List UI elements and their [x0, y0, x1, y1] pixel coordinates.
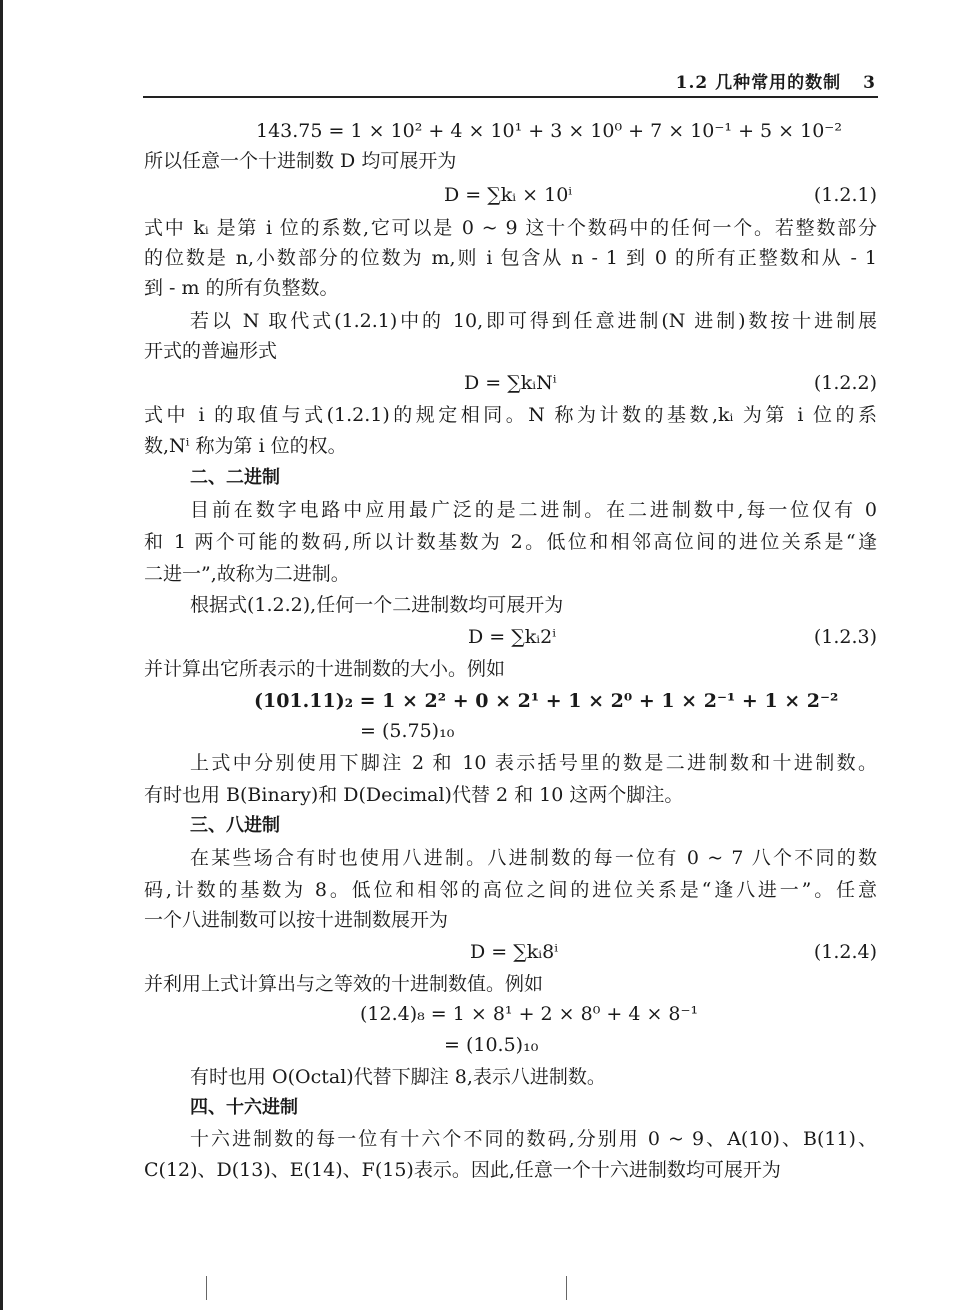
equation-1-2-2: [144, 368, 877, 398]
equation-binary-result: [144, 716, 877, 746]
scan-mark: [566, 1276, 567, 1300]
section-heading-binary: 二、二进制: [190, 467, 280, 488]
equation-number: (1.2.4): [813, 941, 877, 963]
paragraph-line: 码,计数的基数为 8。低位和相邻的高位之间的进位关系是“逢八进一”。任意: [144, 879, 877, 901]
equation-body: 143.75 = 1 × 10² + 4 × 10¹ + 3 × 10⁰ + 7 × 10⁻¹ + 5 × 10⁻²: [256, 120, 842, 142]
equation-formula: D = ∑kᵢNⁱ: [464, 372, 557, 394]
equation-formula: D = ∑kᵢ × 10ⁱ: [444, 184, 573, 206]
paragraph-line: 目前在数字电路中应用最广泛的是二进制。在二进制数中,每一位仅有 0: [190, 499, 877, 521]
paragraph-line: 并利用上式计算出与之等效的十进制数值。例如: [144, 973, 544, 995]
equation-body: (12.4)₈ = 1 × 8¹ + 2 × 8⁰ + 4 × 8⁻¹: [360, 1003, 699, 1025]
paragraph-line: 有时也用 O(Octal)代替下脚注 8,表示八进制数。: [190, 1066, 606, 1088]
scan-mark: [206, 1276, 207, 1300]
equation-1-2-4: [144, 937, 877, 967]
equation-formula: D = ∑kᵢ2ⁱ: [468, 626, 557, 648]
paragraph-line: 有时也用 B(Binary)和 D(Decimal)代替 2 和 10 这两个脚注。: [144, 784, 684, 806]
paragraph-line: C(12)、D(13)、E(14)、F(15)表示。因此,任意一个十六进制数均可展开为: [144, 1159, 781, 1181]
equation-number: (1.2.2): [813, 372, 877, 394]
equation-number: (1.2.1): [813, 184, 877, 206]
equation-body: = (10.5)₁₀: [444, 1034, 539, 1056]
page-number: 3: [863, 73, 876, 93]
paragraph-line: 式中 i 的取值与式(1.2.1)的规定相同。N 称为计数的基数,kᵢ 为第 i 位的系: [144, 404, 877, 426]
paragraph-line: 在某些场合有时也使用八进制。八进制数的每一位有 0 ~ 7 八个不同的数: [190, 847, 877, 869]
equation-octal-example: [144, 999, 877, 1029]
paragraph-line: 上式中分别使用下脚注 2 和 10 表示括号里的数是二进制数和十进制数。: [190, 752, 877, 774]
header-rule: [143, 96, 878, 98]
paragraph-line: 一个八进制数可以按十进制数展开为: [144, 909, 449, 931]
paragraph-line: 若以 N 取代式(1.2.1)中的 10,即可得到任意进制(N 进制)数按十进制展: [190, 310, 877, 332]
paragraph-line: 式中 kᵢ 是第 i 位的系数,它可以是 0 ~ 9 这十个数码中的任何一个。若整数部分: [144, 217, 877, 239]
equation-body: = (5.75)₁₀: [360, 720, 455, 742]
paragraph-line: 开式的普遍形式: [144, 340, 278, 362]
paragraph-line: 到 - m 的所有负整数。: [144, 277, 339, 299]
paragraph-line: 和 1 两个可能的数码,所以计数基数为 2。低位和相邻高位间的进位关系是“逢: [144, 531, 877, 553]
equation-decimal-example: [144, 116, 877, 146]
paragraph-line: 十六进制数的每一位有十六个不同的数码,分别用 0 ~ 9、A(10)、B(11)、: [190, 1128, 877, 1150]
equation-1-2-1: [144, 180, 877, 210]
section-heading-octal: 三、八进制: [190, 815, 280, 836]
equation-binary-example: [144, 686, 877, 716]
section-heading-hexadecimal: 四、十六进制: [190, 1097, 298, 1118]
page-edge-line: [0, 0, 3, 1310]
paragraph-line: 的位数是 n,小数部分的位数为 m,则 i 包含从 n - 1 到 0 的所有正整数和从 - 1: [144, 247, 877, 269]
header-section-title: 1.2 几种常用的数制: [675, 73, 842, 93]
running-header: [146, 68, 876, 93]
equation-1-2-3: [144, 622, 877, 652]
paragraph-line: 数,Nⁱ 称为第 i 位的权。: [144, 435, 347, 457]
paragraph-line: 二进一”,故称为二进制。: [144, 563, 350, 585]
equation-octal-result: [144, 1030, 877, 1060]
equation-formula: D = ∑kᵢ8ⁱ: [470, 941, 559, 963]
paragraph-line: 所以任意一个十进制数 D 均可展开为: [144, 150, 457, 172]
equation-number: (1.2.3): [813, 626, 877, 648]
equation-body: (101.11)₂ = 1 × 2² + 0 × 2¹ + 1 × 2⁰ + 1 × 2⁻¹ + 1 × 2⁻²: [254, 690, 839, 712]
paragraph-line: 并计算出它所表示的十进制数的大小。例如: [144, 658, 506, 680]
paragraph-line: 根据式(1.2.2),任何一个二进制数均可展开为: [190, 594, 564, 616]
